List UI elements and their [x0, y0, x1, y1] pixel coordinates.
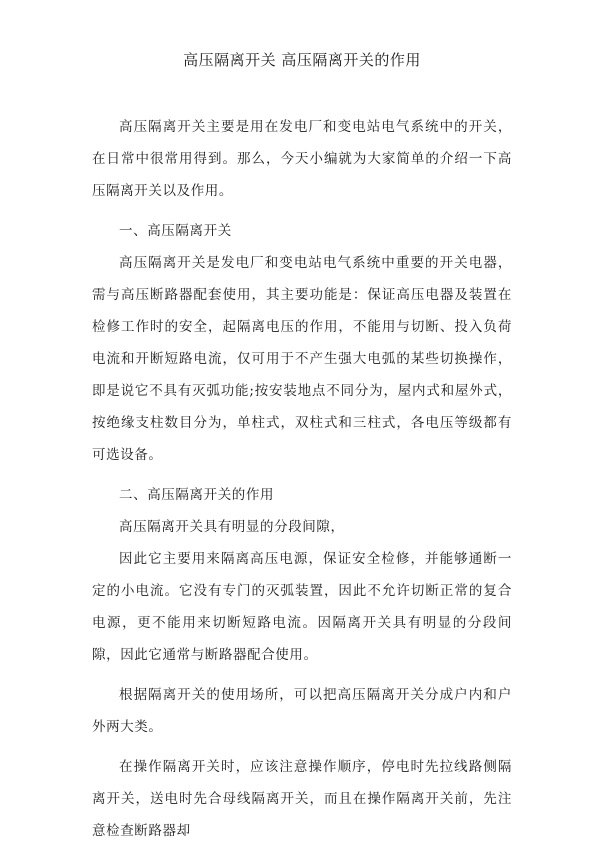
document-title: 高压隔离开关 高压隔离开关的作用: [183, 51, 421, 69]
section-2-paragraph-2: 因此它主要用来隔离高压电源，保证安全检修，并能够通断一定的小电流。它没有专门的灭弧装置，因此不允许切断正常的复合电源，更不能用来切断短路电流。因隔离开关具有明显的分段间隙，因此它通常与断路器配合使用。: [92, 551, 512, 663]
section-2-paragraph-1: 高压隔离开关具有明显的分段间隙，: [119, 519, 345, 535]
intro-paragraph: 高压隔离开关主要是用在发电厂和变电站电气系统中的开关，在日常中很常用得到。那么，今天小编就为大家简单的介绍一下高压隔离开关以及作用。: [92, 119, 512, 199]
document-body: [92, 111, 512, 847]
section-2-paragraph-3: 根据隔离开关的使用场所，可以把高压隔离开关分成户内和户外两大类。: [92, 687, 512, 735]
section-2-paragraph-4: 在操作隔离开关时，应该注意操作顺序，停电时先拉线路侧隔离开关，送电时先合母线隔离开关，而且在操作隔离开关前，先注意检查断路器却: [92, 759, 512, 839]
section-heading-1: 一、高压隔离开关: [119, 223, 232, 239]
section-1-paragraph: 高压隔离开关是发电厂和变电站电气系统中重要的开关电器，需与高压断路器配套使用，其主要功能是：保证高压电器及装置在检修工作时的安全，起隔离电压的作用，不能用与切断、投入负荷电流和开断短路电流，仅可用于不产生强大电弧的某些切换操作，即是说它不具有灭弧功能;按安装地点不同分为，屋内式和屋外式，按绝缘支柱数目分为，单柱式，双柱式和三柱式，各电压等级都有可选设备。: [92, 255, 512, 463]
section-heading-2: 二、高压隔离开关的作用: [119, 487, 275, 503]
